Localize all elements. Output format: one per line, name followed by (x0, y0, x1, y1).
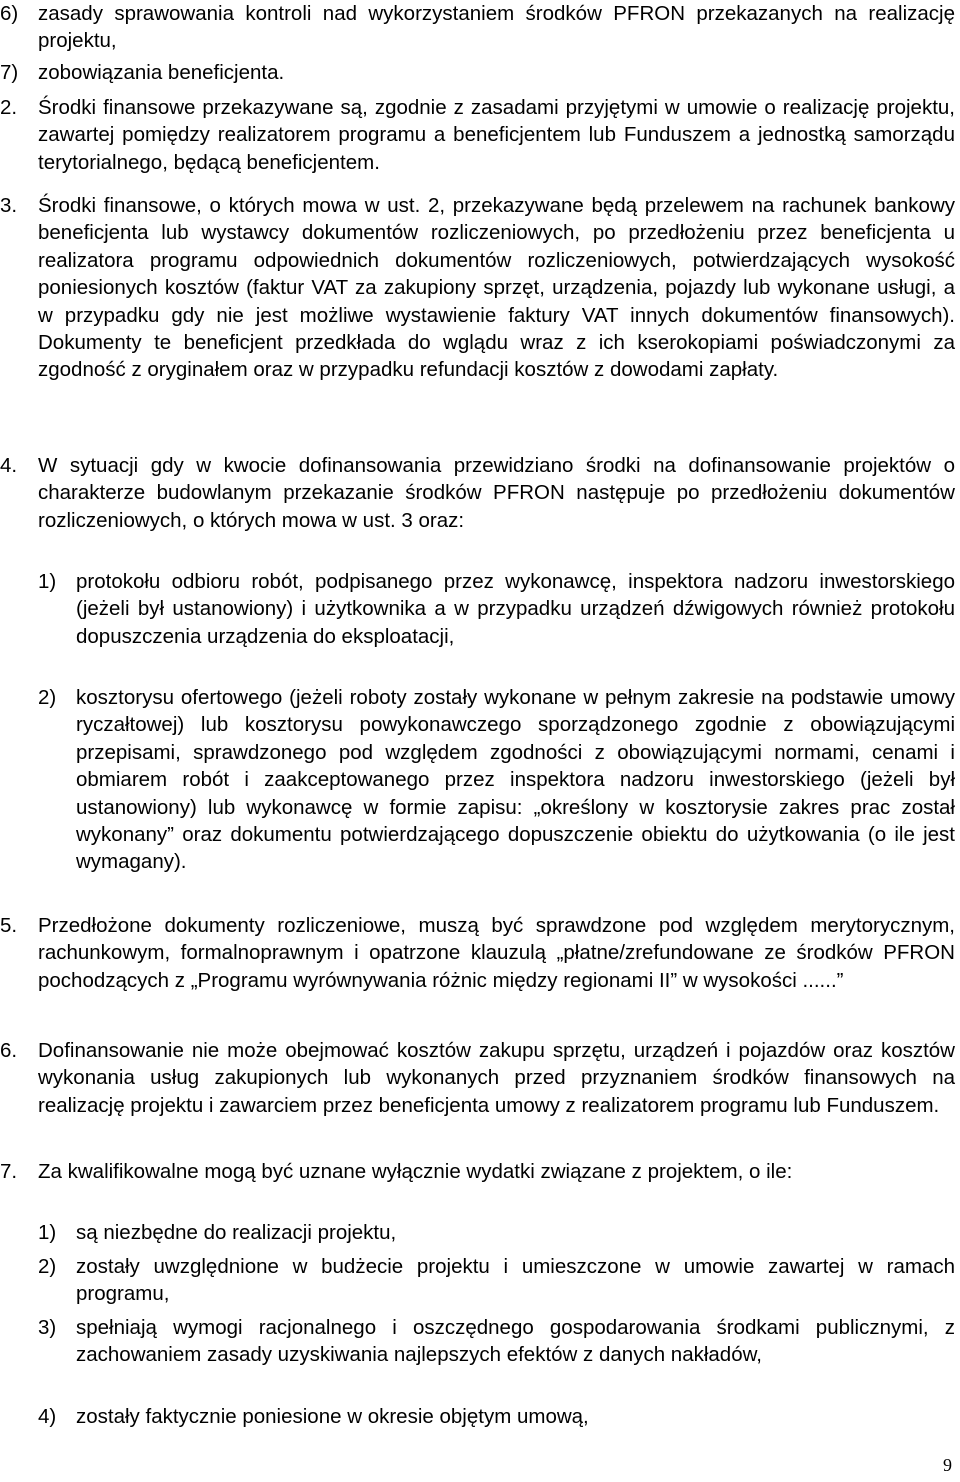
list-item (38, 1403, 955, 1430)
list-item (0, 1158, 955, 1185)
list-item (38, 1253, 955, 1308)
item-text: spełniają wymogi racjonalnego i oszczędnego gospodarowania środkami publicznymi, z zachowaniem zasady uzyskiwania najlepszych efektów z danych nakładów, (76, 1316, 955, 1367)
item-text: zasady sprawowania kontroli nad wykorzystaniem środków PFRON przekazanych na realizację projektu, (38, 2, 955, 53)
item-text: zostały uwzględnione w budżecie projektu i umieszczone w umowie zawartej w ramach programu, (76, 1255, 955, 1306)
item-text: Za kwalifikowalne mogą być uznane wyłącznie wydatki związane z projektem, o ile: (38, 1160, 793, 1183)
item-number: 7. (0, 1160, 18, 1183)
item-number: 2. (0, 96, 18, 119)
item-number: 7) (0, 61, 19, 84)
list-item (38, 568, 955, 650)
item-number: 1) (38, 570, 57, 593)
item-number: 1) (38, 1221, 57, 1244)
list-item (0, 452, 955, 534)
list-item (0, 912, 955, 994)
list-item (0, 192, 955, 384)
item-text: kosztorysu ofertowego (jeżeli roboty zostały wykonane w pełnym zakresie na podstawie umowy ryczałtowej) lub kosztorysu powykonawczego sporządzonego zgodnie z obowiązującymi przepisami, sprawdzonego pod względem zgodności z obowiązującymi normami, cenami i obmiarem robót i zaakceptowanego przez inspektora nadzoru inwestorskiego (jeżeli był ustanowiony) lub wykonawcę w formie zapisu: „określony w kosztorysie zakres prac został wykonany” oraz dokumentu potwierdzającego dopuszczenie obiektu do użytkowania (o ile jest wymagany). (76, 686, 955, 874)
item-number: 6. (0, 1039, 18, 1062)
item-text: Przedłożone dokumenty rozliczeniowe, muszą być sprawdzone pod względem merytorycznym, rachunkowym, formalnoprawnym i opatrzone klauzulą „płatne/zrefundowane ze środków PFRON pochodzących z „Programu wyrównywania różnic między regionami II” w wysokości ......” (38, 914, 955, 992)
item-text: W sytuacji gdy w kwocie dofinansowania przewidziano środki na dofinansowanie projektów o charakterze budowlanym przekazanie środków PFRON następuje po przedłożeniu dokumentów rozliczeniowych, o których mowa w ust. 3 oraz: (38, 454, 955, 532)
list-item (38, 1219, 955, 1246)
item-text: są niezbędne do realizacji projektu, (76, 1221, 397, 1244)
page-number: 9 (943, 1455, 952, 1475)
item-number: 2) (38, 1255, 57, 1278)
item-text: Dofinansowanie nie może obejmować kosztów zakupu sprzętu, urządzeń i pojazdów oraz kosztów wykonania usług zakupionych lub wykonanych przed przyznaniem środków finansowych na realizację projektu i zawarciem przez beneficjenta umowy z realizatorem programu lub Funduszem. (38, 1039, 955, 1117)
item-text: zostały faktycznie poniesione w okresie objętym umową, (76, 1405, 589, 1428)
item-text: Środki finansowe przekazywane są, zgodnie z zasadami przyjętymi w umowie o realizację projektu, zawartej pomiędzy realizatorem programu a beneficjentem lub Funduszem a jednostką samorządu terytorialnego, będącą beneficjentem. (38, 96, 955, 174)
item-number: 3) (38, 1316, 57, 1339)
list-item (0, 0, 955, 55)
list-item (0, 59, 955, 86)
item-number: 4) (38, 1405, 57, 1428)
list-item (38, 684, 955, 876)
item-number: 6) (0, 2, 19, 25)
list-item (38, 1314, 955, 1369)
list-item (0, 1037, 955, 1119)
item-text: zobowiązania beneficjenta. (38, 61, 285, 84)
item-number: 2) (38, 686, 57, 709)
item-text: protokołu odbioru robót, podpisanego przez wykonawcę, inspektora nadzoru inwestorskiego (jeżeli był ustanowiony) i użytkownika a w przypadku urządzeń dźwigowych również protokołu dopuszczenia urządzenia do eksploatacji, (76, 570, 955, 648)
list-item (0, 94, 955, 176)
item-text: Środki finansowe, o których mowa w ust. 2, przekazywane będą przelewem na rachunek bankowy beneficjenta lub wystawcy dokumentów rozliczeniowych, po przedłożeniu przez beneficjenta u realizatora programu odpowiednich dokumentów rozliczeniowych, potwierdzających wysokość poniesionych kosztów (faktur VAT za zakupiony sprzęt, urządzenia, pojazdy lub wykonane usługi, a w przypadku gdy nie jest możliwe wystawienie faktury VAT innych dokumentów finansowych). Dokumenty te beneficjent przedkłada do wglądu wraz z ich kserokopiami poświadczonymi za zgodność z oryginałem oraz w przypadku refundacji kosztów z dowodami zapłaty. (38, 194, 955, 382)
item-number: 5. (0, 914, 18, 937)
item-number: 3. (0, 194, 18, 217)
item-number: 4. (0, 454, 18, 477)
